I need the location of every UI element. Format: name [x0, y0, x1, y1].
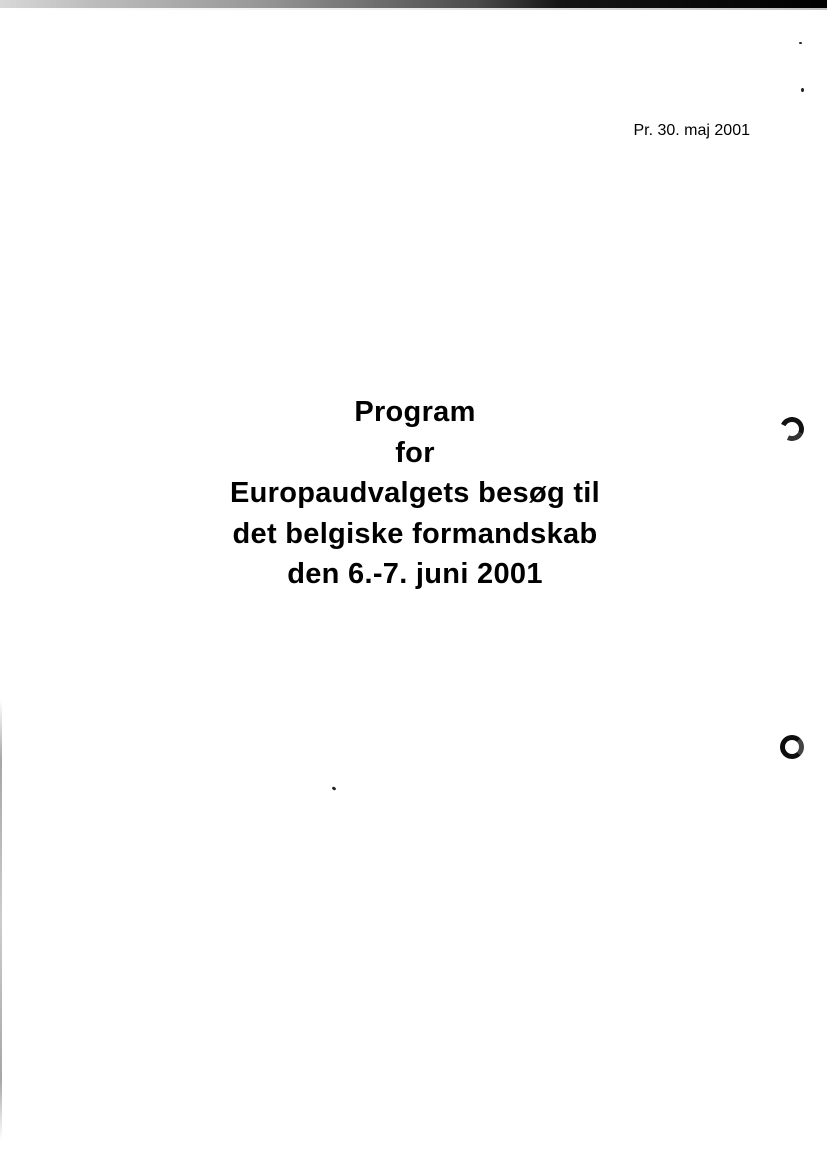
scan-top-shadow — [0, 8, 827, 10]
title-line-2: for — [395, 436, 435, 469]
scan-speck — [799, 42, 802, 44]
scan-speck — [801, 88, 804, 92]
scan-speck — [332, 786, 337, 791]
title-line-3: Europaudvalgets besøg til — [229, 477, 601, 509]
scan-left-edge — [0, 700, 2, 1140]
punch-hole-lower-icon — [780, 735, 804, 759]
document-title — [100, 392, 730, 595]
title-line-4: det belgiske formandskab — [232, 517, 598, 550]
title-line-5: den 6.-7. juni 2001 — [287, 558, 543, 590]
title-line-1: Program — [354, 396, 476, 428]
punch-hole-upper-icon — [777, 414, 808, 445]
scan-top-edge — [0, 0, 827, 8]
document-date: Pr. 30. maj 2001 — [633, 122, 750, 139]
